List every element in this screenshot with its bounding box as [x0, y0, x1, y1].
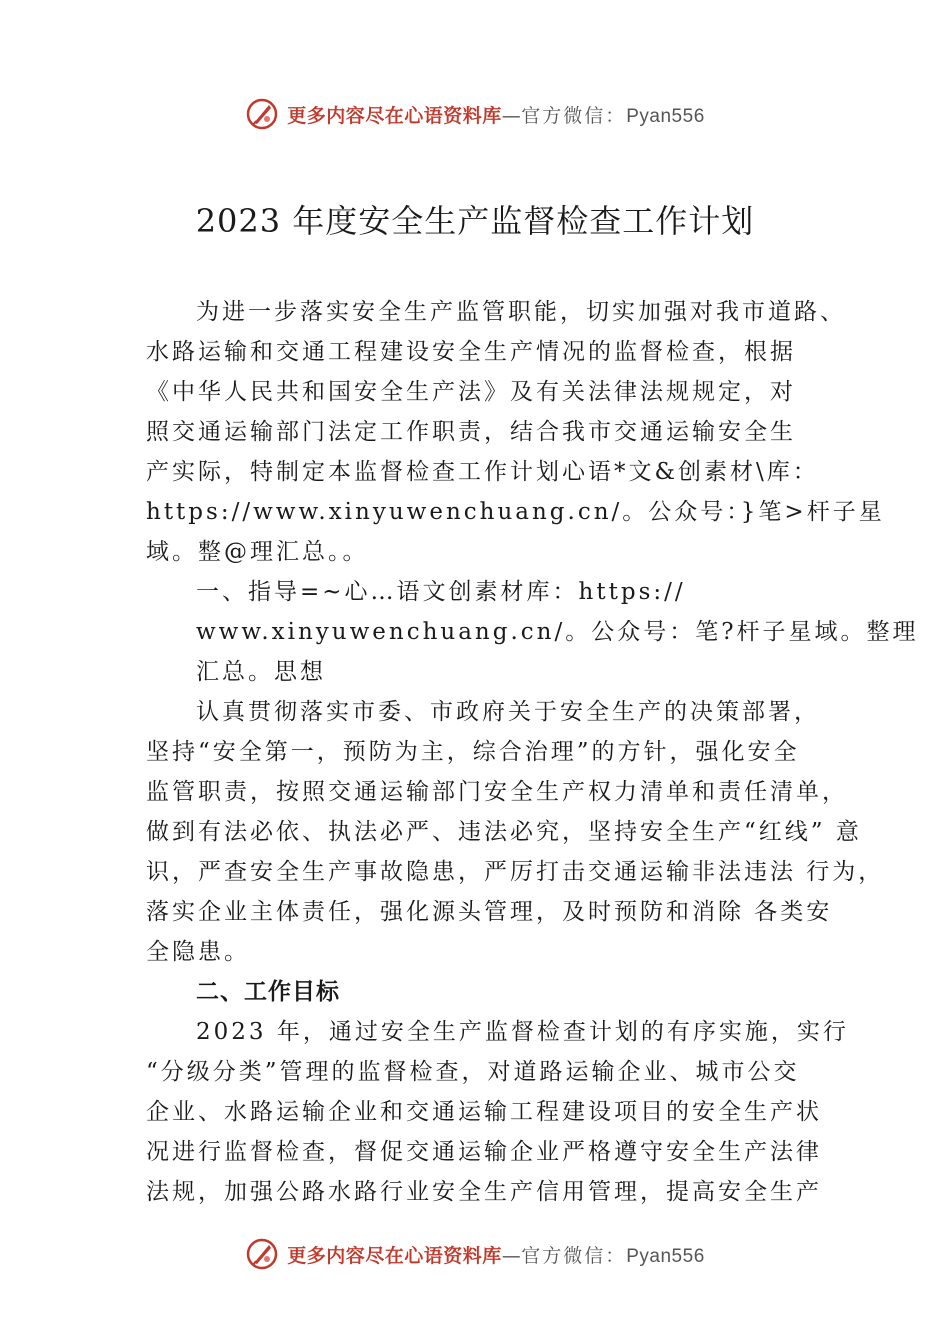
banner-dash: — [501, 1244, 522, 1267]
text-line: 况进行监督检查，督促交通运输企业严格遵守安全生产法律 [146, 1139, 822, 1165]
section-heading-guiding: 一、指导=~心…语文创素材库：https:// [196, 579, 686, 605]
banner-main-text: 更多内容尽在心语资料库 [287, 104, 502, 127]
text-line: 《中华人民共和国安全生产法》及有关法律法规规定，对 [146, 379, 796, 405]
banner-text [287, 1241, 705, 1268]
text-line: 识，严查安全生产事故隐患，严厉打击交通运输非法违法 行为， [146, 859, 885, 885]
document-title: 2023 年度安全生产监督检查工作计划 [195, 202, 755, 240]
text-line: 照交通运输部门法定工作职责，结合我市交通运输安全生 [146, 419, 796, 445]
text-line: 为进一步落实安全生产监管职能，切实加强对我市道路、 [196, 299, 846, 325]
text-line: 监管职责，按照交通运输部门安全生产权力清单和责任清单， [146, 779, 848, 805]
text-line: 做到有法必依、执法必严、违法必究，坚持安全生产“红线” 意 [146, 819, 862, 845]
header-banner [0, 92, 950, 136]
text-line: 汇总。思想 [196, 659, 326, 685]
banner-wechat-id: Pyan556 [626, 1245, 705, 1267]
text-line: 法规，加强公路水路行业安全生产信用管理，提高安全生产 [146, 1179, 822, 1205]
text-line: 2023 年，通过安全生产监督检查计划的有序实施，实行 [196, 1019, 849, 1045]
text-line: 域。整@理汇总。。 [146, 539, 369, 565]
text-line: www.xinyuwenchuang.cn/。公众号：笔?杆子星域。整理 [196, 619, 919, 645]
banner-wechat-label: 官方微信： [521, 104, 627, 127]
text-line: 坚持“安全第一，预防为主，综合治理”的方针，强化安全 [146, 739, 800, 765]
text-line: 产实际，特制定本监督检查工作计划心语*文&创素材\库： [146, 459, 819, 485]
text-line: 水路运输和交通工程建设安全生产情况的监督检查，根据 [146, 339, 796, 365]
document-body [146, 292, 919, 1212]
banner-wechat-id: Pyan556 [626, 105, 705, 127]
text-line: 全隐患。 [146, 939, 250, 965]
banner-wechat-label: 官方微信： [521, 1244, 627, 1267]
banner-text [287, 101, 705, 128]
quill-logo-icon [245, 1237, 279, 1271]
banner-main-text: 更多内容尽在心语资料库 [287, 1244, 502, 1267]
text-line: 企业、水路运输企业和交通运输工程建设项目的安全生产状 [146, 1099, 822, 1125]
text-line: https://www.xinyuwenchuang.cn/。公众号：}笔>杆子星 [146, 499, 885, 525]
footer-banner [0, 1232, 950, 1276]
quill-logo-icon [245, 97, 279, 131]
text-line: “分级分类”管理的监督检查，对道路运输企业、城市公交 [146, 1059, 800, 1085]
section-heading-goals: 二、工作目标 [196, 978, 340, 1005]
text-line: 落实企业主体责任，强化源头管理，及时预防和消除 各类安 [146, 899, 833, 925]
text-line: 认真贯彻落实市委、市政府关于安全生产的决策部署， [196, 699, 820, 725]
banner-dash: — [501, 104, 522, 127]
